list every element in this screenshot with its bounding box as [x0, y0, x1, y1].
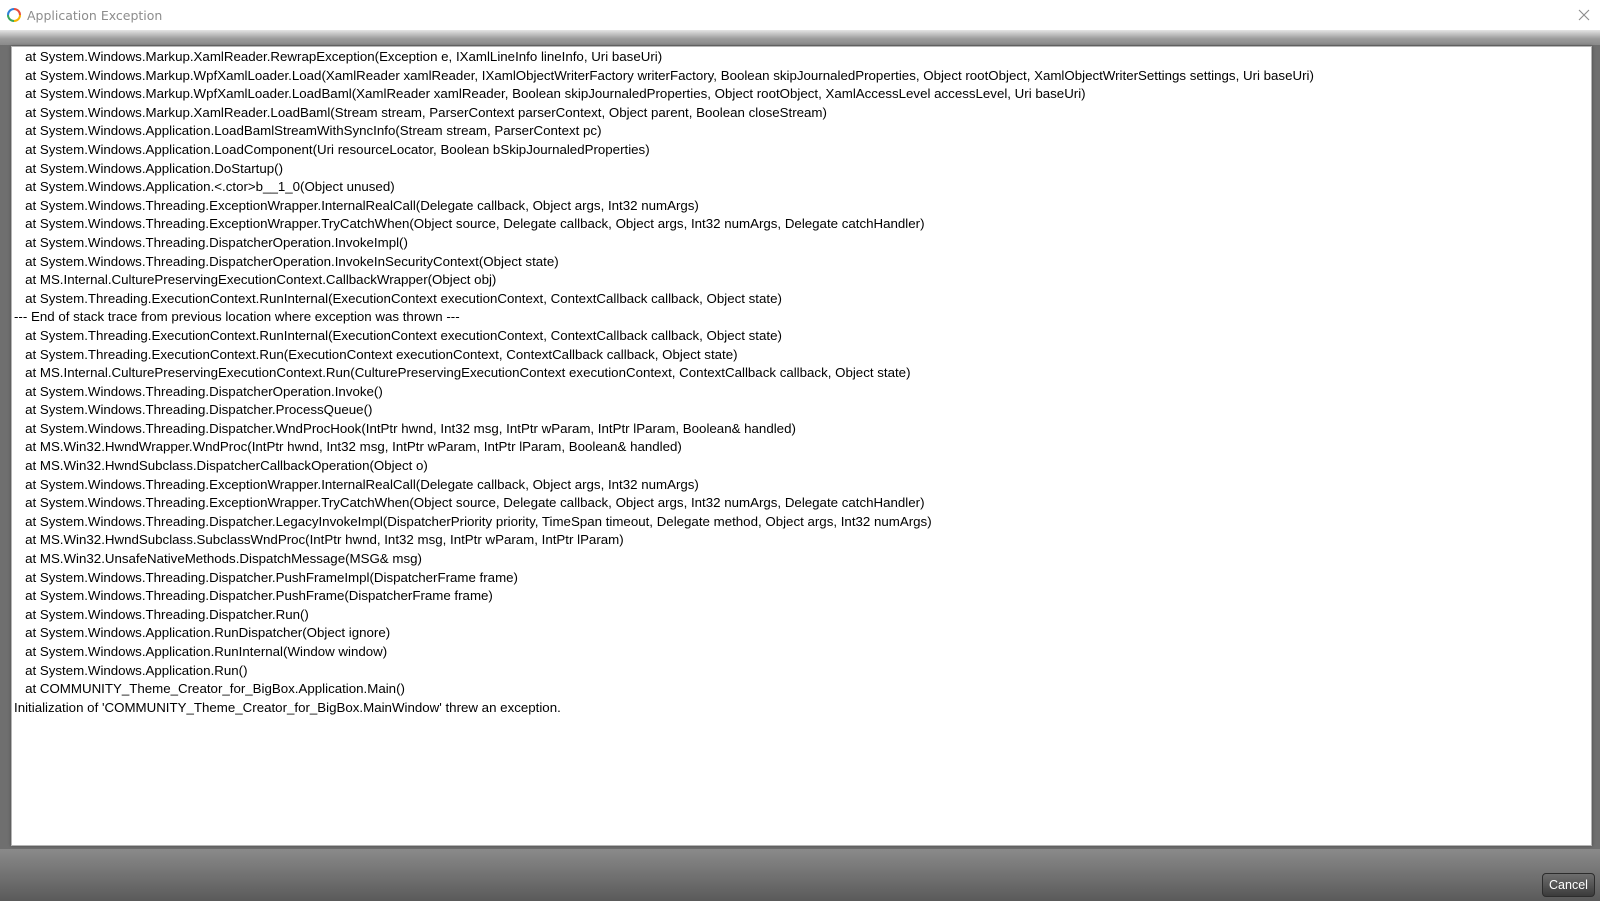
app-ring-icon [7, 8, 21, 22]
button-bar [0, 849, 1600, 901]
window-title: Application Exception [27, 7, 163, 23]
exception-line: at System.Windows.Threading.Dispatcher.LegacyInvokeImpl(DispatcherPriority priority, TimeSpan timeout, Delegate method, Object args, Int32 numArgs) [14, 513, 932, 529]
exception-line: at System.Windows.Threading.DispatcherOperation.Invoke() [14, 383, 383, 399]
exception-line: at System.Windows.Markup.WpfXamlLoader.Load(XamlReader xamlReader, IXamlObjectWriterFactory writerFactory, Boolean skipJournaledProperties, Object rootObject, XamlObjectWriterSettings settings, Uri baseUri) [14, 67, 1314, 83]
header-strip [0, 30, 1600, 45]
exception-line: at MS.Win32.UnsafeNativeMethods.DispatchMessage(MSG& msg) [14, 551, 422, 567]
exception-line: at System.Windows.Threading.Dispatcher.PushFrame(DispatcherFrame frame) [14, 588, 493, 604]
exception-line: at System.Windows.Threading.ExceptionWrapper.InternalRealCall(Delegate callback, Object args, Int32 numArgs) [14, 476, 699, 492]
exception-line: at System.Windows.Application.RunInternal(Window window) [14, 644, 388, 659]
exception-line: at System.Windows.Threading.Dispatcher.Run() [14, 606, 309, 622]
exception-line: at System.Threading.ExecutionContext.Run(ExecutionContext executionContext, ContextCallback callback, Object state) [14, 346, 738, 362]
exception-line: at System.Windows.Application.Run() [14, 662, 248, 678]
title-bar[interactable] [0, 0, 1600, 30]
exception-line: at System.Windows.Application.LoadComponent(Uri resourceLocator, Boolean bSkipJournaledProperties) [14, 141, 650, 157]
exception-line: at System.Windows.Threading.ExceptionWrapper.TryCatchWhen(Object source, Delegate callback, Object args, Int32 numArgs, Delegate catchHandler) [14, 495, 925, 511]
close-button[interactable] [1574, 5, 1594, 25]
exception-line: at System.Threading.ExecutionContext.RunInternal(ExecutionContext executionContext, ContextCallback callback, Object state) [14, 327, 782, 343]
exception-line: at System.Windows.Markup.XamlReader.RewrapException(Exception e, IXamlLineInfo lineInfo, Uri baseUri) [14, 49, 663, 64]
exception-line: at MS.Internal.CulturePreservingExecutionContext.Run(CulturePreservingExecutionContext executionContext, ContextCallback callback, Object state) [14, 365, 911, 381]
exception-line: at COMMUNITY_Theme_Creator_for_BigBox.Application.Main() [14, 681, 405, 697]
exception-line: at System.Threading.ExecutionContext.RunInternal(ExecutionContext executionContext, ContextCallback callback, Object state) [14, 290, 782, 306]
exception-line: at System.Windows.Threading.DispatcherOperation.InvokeInSecurityContext(Object state) [14, 253, 559, 269]
close-icon [1578, 9, 1590, 21]
exception-line: at MS.Win32.HwndSubclass.DispatcherCallbackOperation(Object o) [14, 458, 428, 474]
exception-line: at MS.Internal.CulturePreservingExecutionContext.CallbackWrapper(Object obj) [14, 272, 497, 288]
exception-line: at System.Windows.Threading.DispatcherOperation.InvokeImpl() [14, 234, 408, 250]
exception-line: at System.Windows.Markup.WpfXamlLoader.LoadBaml(XamlReader xamlReader, Boolean skipJournaledProperties, Object rootObject, XamlAccessLevel accessLevel, Uri baseUri) [14, 86, 1086, 102]
exception-line: at System.Windows.Markup.XamlReader.LoadBaml(Stream stream, ParserContext parserContext, Object parent, Boolean closeStream) [14, 104, 827, 120]
exception-line: at System.Windows.Application.LoadBamlStreamWithSyncInfo(Stream stream, ParserContext pc) [14, 123, 602, 139]
exception-line: at System.Windows.Threading.ExceptionWrapper.InternalRealCall(Delegate callback, Object args, Int32 numArgs) [14, 197, 699, 213]
exception-line: at System.Windows.Application.<.ctor>b__1_0(Object unused) [14, 179, 395, 195]
exception-line: at System.Windows.Threading.Dispatcher.PushFrameImpl(DispatcherFrame frame) [14, 569, 518, 585]
exception-line: at System.Windows.Application.DoStartup() [14, 160, 283, 176]
exception-line: at System.Windows.Threading.Dispatcher.WndProcHook(IntPtr hwnd, Int32 msg, IntPtr wParam, IntPtr lParam, Boolean& handled) [14, 420, 796, 436]
exception-line: at MS.Win32.HwndWrapper.WndProc(IntPtr hwnd, Int32 msg, IntPtr wParam, IntPtr lParam, Boolean& handled) [14, 439, 682, 455]
exception-line: at System.Windows.Threading.Dispatcher.ProcessQueue() [14, 402, 373, 418]
exception-details-textbox[interactable] [11, 46, 1592, 846]
exception-line: --- End of stack trace from previous location where exception was thrown --- [14, 309, 460, 325]
exception-line: Initialization of 'COMMUNITY_Theme_Creator_for_BigBox.MainWindow' threw an exception. [14, 699, 561, 715]
exception-line: at MS.Win32.HwndSubclass.SubclassWndProc(IntPtr hwnd, Int32 msg, IntPtr wParam, IntPtr lParam) [14, 532, 624, 548]
cancel-button[interactable]: Cancel [1542, 873, 1595, 897]
exception-line: at System.Windows.Application.RunDispatcher(Object ignore) [14, 625, 391, 641]
exception-line: at System.Windows.Threading.ExceptionWrapper.TryCatchWhen(Object source, Delegate callback, Object args, Int32 numArgs, Delegate catchHandler) [14, 216, 925, 232]
